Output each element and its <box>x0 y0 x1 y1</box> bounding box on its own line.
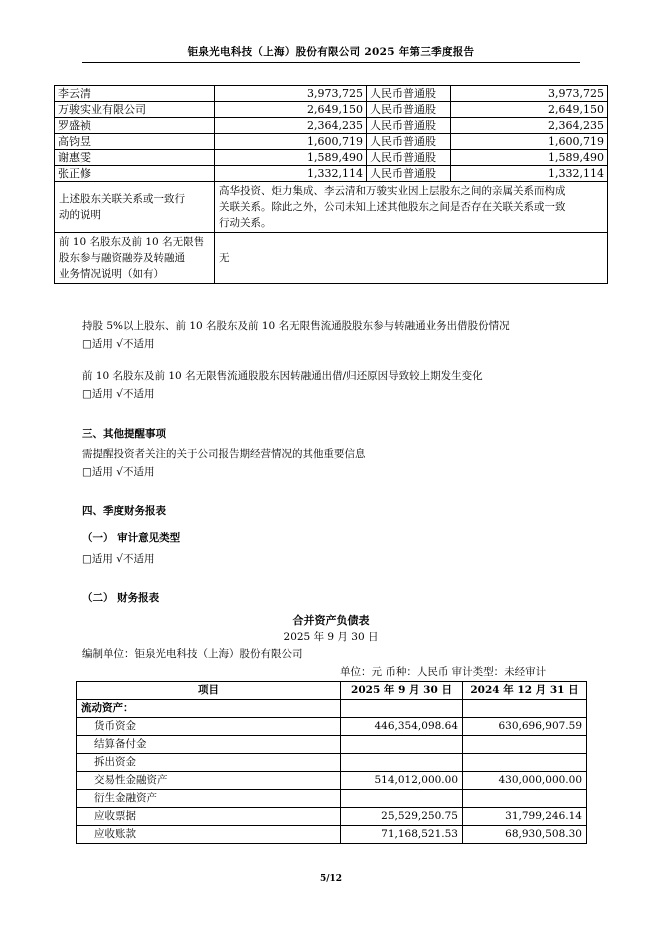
sub1-heading: （一） 审计意见类型 <box>82 532 181 544</box>
share-type: 人民币普通股 <box>367 118 451 134</box>
share-count: 1,332,114 <box>451 166 608 182</box>
balance-company: 编制单位：钜泉光电科技（上海）股份有限公司 <box>82 648 303 660</box>
header-col2: 2024 年 12 月 31 日 <box>463 682 587 700</box>
margin-row <box>55 233 608 284</box>
shareholder-name: 高钧昱 <box>55 134 215 150</box>
balance-row <box>77 808 587 826</box>
share-count: 1,600,719 <box>451 134 608 150</box>
lend-check: □适用 √不适用 <box>82 338 155 350</box>
section3-heading: 三、其他提醒事项 <box>82 428 166 440</box>
balance-value-current: 71,168,521.53 <box>341 826 463 844</box>
balance-row <box>77 790 587 808</box>
balance-value-current: 514,012,000.00 <box>341 772 463 790</box>
shareholder-row <box>55 118 608 134</box>
balance-value-prior <box>463 790 587 808</box>
balance-row <box>77 736 587 754</box>
shareholder-name: 罗盛祯 <box>55 118 215 134</box>
change-check: □适用 √不适用 <box>82 388 155 400</box>
balance-value-prior <box>463 736 587 754</box>
balance-header-row <box>77 682 587 700</box>
header-item: 项目 <box>77 682 341 700</box>
balance-sheet-table <box>76 681 587 844</box>
balance-row <box>77 718 587 736</box>
share-count: 1,589,490 <box>451 150 608 166</box>
balance-unit: 单位：元 币种：人民币 审计类型：未经审计 <box>340 666 547 678</box>
page-number: 5/12 <box>319 874 343 884</box>
balance-value-prior: 430,000,000.00 <box>463 772 587 790</box>
change-text: 前 10 名股东及前 10 名无限售流通股股东因转融通出借/归还原因导致较上期发生变化 <box>82 370 483 382</box>
header-col1: 2025 年 9 月 30 日 <box>341 682 463 700</box>
relation-value: 高华投资、炬力集成、李云清和万骏实业因上层股东之间的亲属关系而构成 关联关系。除此之外，公司未知上述其他股东之间是否存在关联关系或一致 行动关系。 <box>215 182 608 233</box>
balance-row <box>77 772 587 790</box>
shareholder-shares: 2,649,150 <box>215 102 367 118</box>
balance-item: 拆出资金 <box>77 754 341 772</box>
balance-value-current: 25,529,250.75 <box>341 808 463 826</box>
shareholder-shares: 2,364,235 <box>215 118 367 134</box>
sub2-heading: （二） 财务报表 <box>82 592 160 604</box>
share-count: 2,649,150 <box>451 102 608 118</box>
balance-value-current <box>341 790 463 808</box>
balance-item: 衍生金融资产 <box>77 790 341 808</box>
shareholder-shares: 3,973,725 <box>215 86 367 102</box>
lend-text: 持股 5%以上股东、前 10 名股东及前 10 名无限售流通股股东参与转融通业务出借股份情况 <box>82 320 510 332</box>
shareholder-shares: 1,600,719 <box>215 134 367 150</box>
shareholder-name: 李云清 <box>55 86 215 102</box>
share-type: 人民币普通股 <box>367 150 451 166</box>
balance-value-current <box>341 754 463 772</box>
balance-value-current: 446,354,098.64 <box>341 718 463 736</box>
shareholder-row <box>55 86 608 102</box>
sub1-check: □适用 √不适用 <box>82 553 155 565</box>
shareholder-shares: 1,332,114 <box>215 166 367 182</box>
section3-text: 需提醒投资者关注的关于公司报告期经营情况的其他重要信息 <box>82 448 366 460</box>
balance-item: 交易性金融资产 <box>77 772 341 790</box>
balance-item: 应收票据 <box>77 808 341 826</box>
balance-value-prior: 68,930,508.30 <box>463 826 587 844</box>
share-type: 人民币普通股 <box>367 102 451 118</box>
balance-item: 应收账款 <box>77 826 341 844</box>
share-type: 人民币普通股 <box>367 86 451 102</box>
relation-label: 上述股东关联关系或一致行 动的说明 <box>55 182 215 233</box>
balance-row <box>77 826 587 844</box>
shareholder-row <box>55 134 608 150</box>
margin-value: 无 <box>215 233 608 284</box>
balance-item: 货币资金 <box>77 718 341 736</box>
balance-value-prior: 31,799,246.14 <box>463 808 587 826</box>
share-type: 人民币普通股 <box>367 134 451 150</box>
margin-label: 前 10 名股东及前 10 名无限售 股东参与融资融券及转融通 业务情况说明（如有） <box>55 233 215 284</box>
balance-title: 合并资产负债表 <box>292 614 370 627</box>
shareholder-name: 谢惠雯 <box>55 150 215 166</box>
relation-row <box>55 182 608 233</box>
balance-value-prior: 630,696,907.59 <box>463 718 587 736</box>
balance-value-prior <box>463 754 587 772</box>
share-count: 2,364,235 <box>451 118 608 134</box>
shareholder-row <box>55 150 608 166</box>
shareholder-row <box>55 102 608 118</box>
shareholder-shares: 1,589,490 <box>215 150 367 166</box>
section3-check: □适用 √不适用 <box>82 466 155 478</box>
balance-date: 2025 年 9 月 30 日 <box>283 631 379 643</box>
balance-value-current <box>341 736 463 754</box>
section-label: 流动资产： <box>77 700 341 718</box>
header-divider <box>82 62 580 63</box>
shareholder-table <box>54 85 608 284</box>
share-count: 3,973,725 <box>451 86 608 102</box>
shareholder-row <box>55 166 608 182</box>
shareholder-name: 万骏实业有限公司 <box>55 102 215 118</box>
balance-item: 结算备付金 <box>77 736 341 754</box>
shareholder-name: 张正修 <box>55 166 215 182</box>
balance-section-row <box>77 700 587 718</box>
balance-row <box>77 754 587 772</box>
share-type: 人民币普通股 <box>367 166 451 182</box>
report-header: 钜泉光电科技（上海）股份有限公司 2025 年第三季度报告 <box>187 46 475 58</box>
section4-heading: 四、季度财务报表 <box>82 505 166 517</box>
